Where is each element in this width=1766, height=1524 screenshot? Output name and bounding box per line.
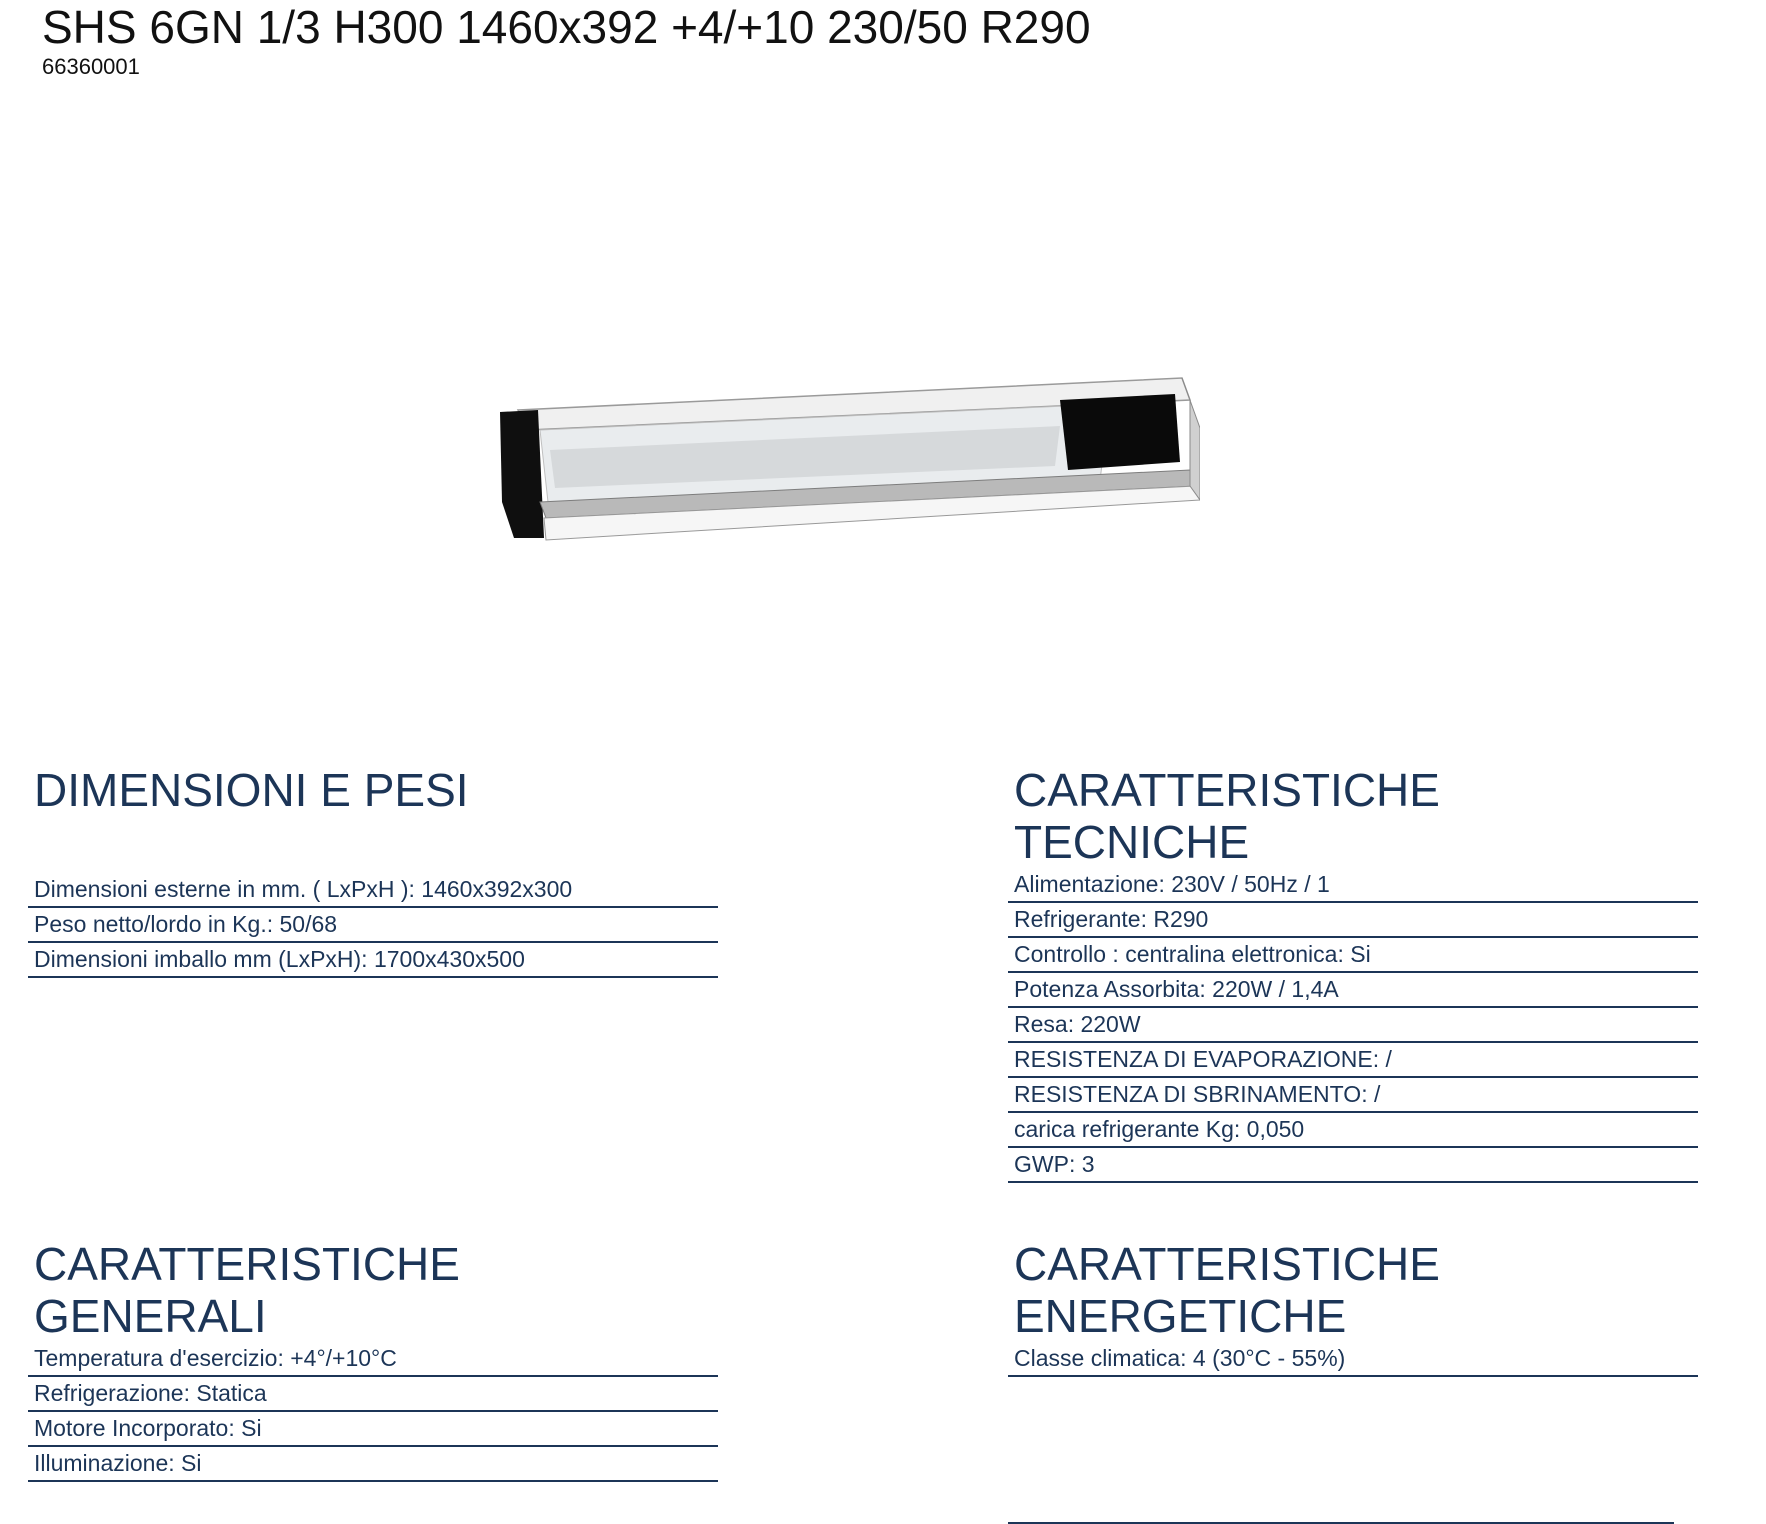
spec-row: carica refrigerante Kg: 0,050 [1008,1113,1698,1148]
section-tecniche [1008,764,1698,1183]
section-title-line1: CARATTERISTICHE [34,1238,460,1290]
spec-row: Resa: 220W [1008,1008,1698,1043]
spec-row: Dimensioni imballo mm (LxPxH): 1700x430x500 [28,943,718,978]
spec-row: GWP: 3 [1008,1148,1698,1183]
product-image [500,370,1200,560]
section-title-line1: CARATTERISTICHE [1014,764,1440,816]
spec-row: Alimentazione: 230V / 50Hz / 1 [1008,868,1698,903]
spec-row: Dimensioni esterne in mm. ( LxPxH ): 1460x392x300 [28,873,718,908]
spec-row: Peso netto/lordo in Kg.: 50/68 [28,908,718,943]
section-title-line1: CARATTERISTICHE [1014,1238,1440,1290]
spec-row: Refrigerante: R290 [1008,903,1698,938]
spec-row: RESISTENZA DI EVAPORAZIONE: / [1008,1043,1698,1078]
spec-row: Controllo : centralina elettronica: Si [1008,938,1698,973]
spec-row: Illuminazione: Si [28,1447,718,1482]
section-title [28,1238,718,1342]
spec-row: Motore Incorporato: Si [28,1412,718,1447]
section-dimensioni [28,764,718,978]
section-title-line2: GENERALI [34,1290,267,1342]
section-energetiche [1008,1238,1698,1377]
spec-row: Classe climatica: 4 (30°C - 55%) [1008,1342,1698,1377]
spec-row: Potenza Assorbita: 220W / 1,4A [1008,973,1698,1008]
spec-row: RESISTENZA DI SBRINAMENTO: / [1008,1078,1698,1113]
section-generali [28,1238,718,1482]
section-title [1008,764,1698,868]
section-title-line2: TECNICHE [1014,816,1250,868]
product-code: 66360001 [42,54,140,79]
spec-row: Refrigerazione: Statica [28,1377,718,1412]
spec-row: Temperatura d'esercizio: +4°/+10°C [28,1342,718,1377]
section-title-line2: ENERGETICHE [1014,1290,1347,1342]
section-title [1008,1238,1698,1342]
section-title: DIMENSIONI E PESI [34,764,469,816]
product-title: SHS 6GN 1/3 H300 1460x392 +4/+10 230/50 R290 [42,1,1091,53]
